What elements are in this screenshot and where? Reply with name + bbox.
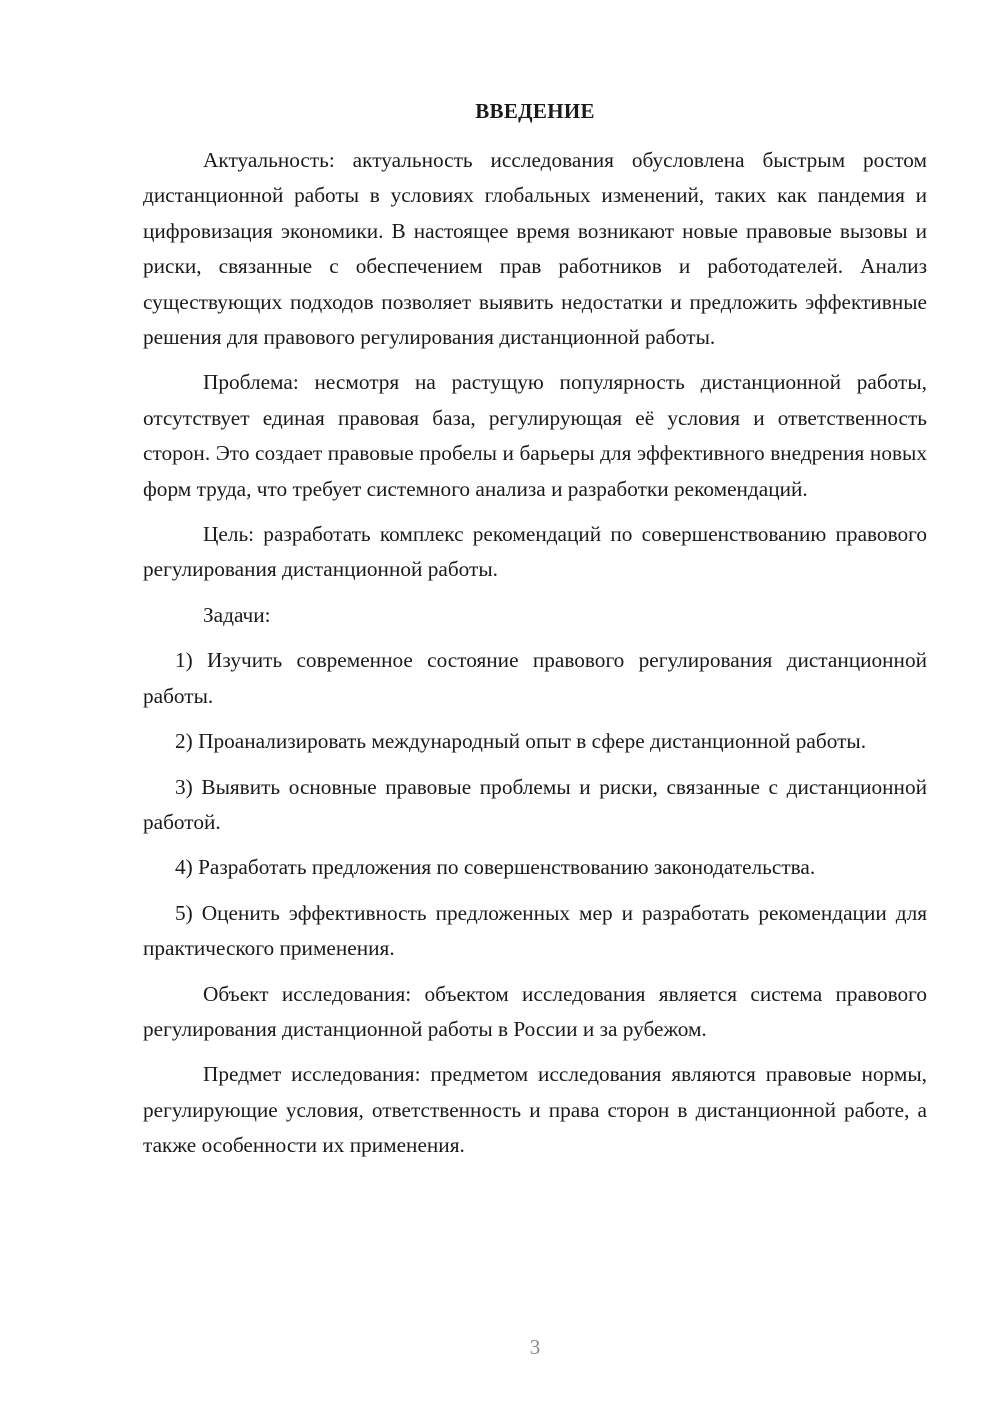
section-body	[143, 143, 927, 1174]
page-number: 3	[529, 1335, 541, 1359]
task-item-5: 5) Оценить эффективность предложенных мер и разработать рекомендации для практического применения.	[143, 900, 927, 961]
paragraph-object: Объект исследования: объектом исследования является система правового регулирования дистанционной работы в России и за рубежом.	[143, 981, 927, 1041]
paragraph-goal: Цель: разработать комплекс рекомендаций по совершенствованию правового регулирования дистанционной работы.	[143, 522, 927, 582]
task-item-3: 3) Выявить основные правовые проблемы и риски, связанные с дистанционной работой.	[143, 774, 927, 834]
paragraph-problem: Проблема: несмотря на растущую популярность дистанционной работы, отсутствует единая правовая база, регулирующая её условия и ответственность сторон. Это создает правовые пробелы и барьеры для эффективного внедрения новых форм труда, что требует системного анализа и разработки рекомендаций.	[143, 370, 927, 501]
task-item-1: 1) Изучить современное состояние правового регулирования дистанционной работы.	[143, 648, 927, 708]
task-item-4: 4) Разработать предложения по совершенствованию законодательства.	[175, 855, 816, 880]
task-item-2: 2) Проанализировать международный опыт в сфере дистанционной работы.	[175, 729, 867, 754]
paragraph-relevance: Актуальность: актуальность исследования обусловлена быстрым ростом дистанционной работы в условиях глобальных изменений, таких как пандемия и цифровизация экономики. В настоящее время возникают новые правовые вызовы и риски, связанные с обеспечением прав работников и работодателей. Анализ существующих подходов позволяет выявить недостатки и предложить эффективные решения для правового регулирования дистанционной работы.	[143, 148, 927, 350]
section-title: ВВЕДЕНИЕ	[475, 99, 595, 123]
paragraph-subject: Предмет исследования: предметом исследования являются правовые нормы, регулирующие условия, ответственность и права сторон в дистанционной работе, а также особенности их применения.	[143, 1062, 927, 1158]
paragraph-tasks-heading: Задачи:	[203, 602, 271, 627]
